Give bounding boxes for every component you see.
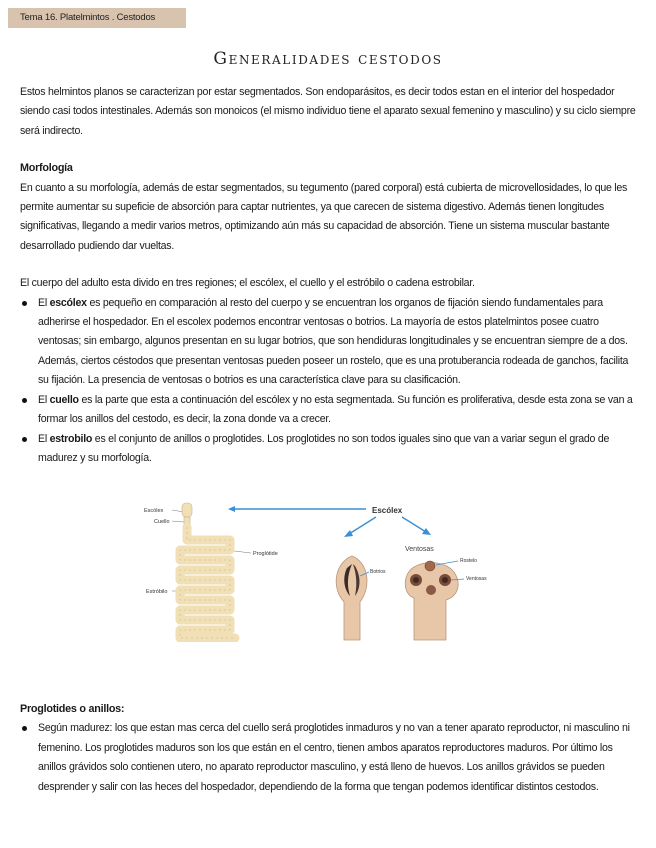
cestode-figure	[140, 500, 520, 642]
list-item-cuello	[20, 391, 636, 430]
label-botrios: Botrios	[370, 569, 386, 575]
main-content	[20, 83, 636, 468]
label-proglotide: Proglótide	[253, 551, 278, 557]
bullet-prefix: El	[38, 296, 50, 309]
arrow-line	[349, 517, 376, 534]
proglotides-section	[20, 700, 636, 797]
bullet-icon	[22, 437, 27, 442]
bullet-icon	[22, 726, 27, 731]
bullet-prefix: El	[38, 393, 50, 406]
ventosas-body	[405, 563, 458, 640]
label-escolex-small: Escólex	[144, 508, 164, 514]
worm-strobila	[180, 527, 235, 638]
bullet-text: Según madurez: los que estan mas cerca del cuello será proglotides inmaduros y no van a tener aparato reproductor, ni masculino ni femenino. Los proglotides maduros son los que están en el centro, tienen ambos aparatos reproductores maduros. Por último los anillos grávidos solo contienen utero, no aparato reproductor masculino, y está lleno de huevos. Los anillos grávidos se pueden desprender y salir con las heces del hospedador, dependiendo de la forma que tengan podemos identificar distintos cestodos.	[38, 722, 630, 793]
leader-line	[436, 561, 458, 565]
ventosa-sucker	[426, 585, 436, 595]
label-rostelo: Rostelo	[460, 558, 477, 564]
page-title: Generalidades cestodos	[213, 49, 443, 69]
label-ventosas-title: Ventosas	[405, 546, 434, 553]
term-estrobilo: estrobilo	[49, 432, 93, 445]
term-escolex: escólex	[49, 296, 87, 309]
cestode-diagram	[140, 500, 520, 642]
label-cuello: Cuello	[154, 519, 170, 525]
bullet-icon	[22, 301, 27, 306]
list-item-escolex	[20, 294, 636, 391]
list-item-estrobilo	[20, 430, 636, 469]
division-paragraph: El cuerpo del adulto esta divido en tres regiones; el escólex, el cuello y el estróbilo o cadena estrobilar.	[20, 277, 475, 290]
bullet-text: es pequeño en comparación al resto del cuerpo y se encuentran los organos de fijación siendo fundamentales para adherirse el hospedador. En el escolex podemos encontrar ventosas o botrios. La mayoría de estos platelmintos posee cuatro ventosas; sin embargo, algunos presentan en su lugar botrios, que son hendiduras longitudinales y se encuentran siempre de a dos. Además, ciertos céstodos que presentan ventosas pueden poseer un rostelo, que es una protuberancia rodeada de ganchos, facilita su fijación. La presencia de ventosas o botrios es una característica clave para su clasificación.	[38, 296, 629, 387]
ventosa-sucker-center	[442, 577, 448, 583]
rostelo-hooks	[425, 561, 435, 571]
bullet-prefix: El	[38, 432, 50, 445]
ventosas-scolex	[405, 561, 458, 640]
bullet-text: es la parte que esta a continuación del escólex y no esta segmentada. Su función es proliferativa, desde esta zona se van a formar los anillos del cestodo, es decir, la zona donde va a crecer.	[38, 393, 633, 426]
topic-tag: Tema 16. Platelmintos . Cestodos	[8, 8, 186, 28]
label-estrobilo: Estróbilo	[146, 589, 168, 595]
botrios-body	[336, 556, 367, 640]
ventosa-sucker-center	[413, 577, 419, 583]
intro-paragraph: Estos helmintos planos se caracterizan por estar segmentados. Son endoparásitos, es decir todos estan en el interior del hospedador siendo casi todos intestinales. Además son monoicos (el mismo individuo tiene el aparato sexual femenino y masculino) y su ciclo siempre será indirecto.	[20, 86, 636, 137]
bullet-text: es el conjunto de anillos o proglotides. Los proglotides no son todos iguales sino que van a variar segun el grado de madurez y su morfología.	[38, 432, 610, 464]
proglotides-heading: Proglotides o anillos:	[20, 703, 125, 715]
arrow-head-icon	[228, 506, 235, 512]
regions-list	[20, 294, 636, 469]
morfologia-heading: Morfología	[20, 162, 73, 175]
arrow-head-icon	[344, 530, 353, 537]
proglotides-list	[20, 719, 636, 797]
label-escolex-big: Escólex	[372, 506, 403, 515]
arrow-line	[402, 517, 426, 532]
tapeworm-illustration	[180, 503, 235, 638]
bullet-icon	[22, 398, 27, 403]
leader-line	[172, 521, 184, 522]
worm-scolex	[182, 503, 192, 517]
term-cuello: cuello	[49, 393, 79, 406]
label-ventosas: Ventosas	[466, 576, 487, 582]
list-item-madurez	[20, 719, 636, 797]
morfologia-paragraph: En cuanto a su morfología, además de estar segmentados, su tegumento (pared corporal) está cubierta de microvellosidades, lo que les permite aumentar su supeficie de absorción para captar nutrientes, ya que carecen de sistema digestivo. Además tienen longitudes significativas, llegando a medir varios metros, optimizando aún más su capacidad de absorción. Tiene un sistema muscular bastante desarrollado pudiendo dar vueltas.	[20, 181, 628, 252]
botrios-scolex	[336, 556, 367, 640]
arrow-head-icon	[422, 528, 431, 535]
